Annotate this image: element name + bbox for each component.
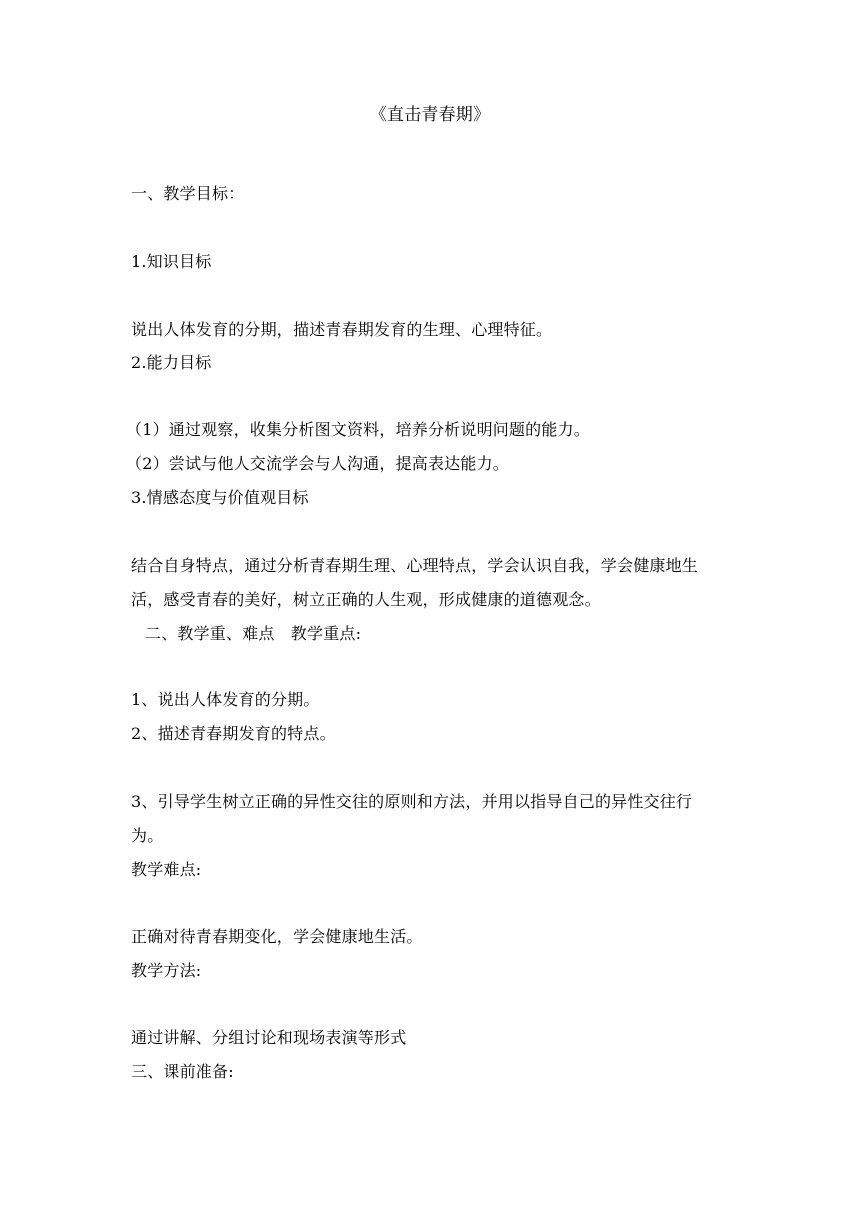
paragraph-difficulty: 正确对待青春期变化，学会健康地生活。 bbox=[131, 927, 423, 946]
ability-item-1: （1）通过观察，收集分析图文资料，培养分析说明问题的能力。 bbox=[126, 420, 590, 439]
section-heading-key-points: 二、教学重、难点 教学重点: bbox=[145, 624, 362, 643]
key-point-3-line-1: 3、引导学生树立正确的异性交往的原则和方法，并用以指导自己的异性交往行 bbox=[131, 792, 693, 811]
subheading-difficulty: 教学难点: bbox=[131, 860, 202, 879]
subheading-attitude: 3.情感态度与价值观目标 bbox=[131, 488, 309, 507]
paragraph-knowledge: 说出人体发育的分期，描述青春期发育的生理、心理特征。 bbox=[131, 320, 553, 339]
subheading-knowledge: 1.知识目标 bbox=[131, 252, 212, 271]
section-heading-objectives: 一、教学目标： bbox=[131, 184, 245, 203]
subheading-ability: 2.能力目标 bbox=[131, 353, 212, 372]
paragraph-method: 通过讲解、分组讨论和现场表演等形式 bbox=[131, 1028, 407, 1047]
document-title: 《直击青春期》 bbox=[369, 105, 491, 125]
ability-item-2: （2）尝试与他人交流学会与人沟通，提高表达能力。 bbox=[126, 454, 509, 473]
section-heading-preparation: 三、课前准备: bbox=[131, 1062, 234, 1081]
paragraph-attitude-line-2: 活，感受青春的美好，树立正确的人生观，形成健康的道德观念。 bbox=[131, 590, 601, 609]
key-point-2: 2、描述青春期发育的特点。 bbox=[131, 724, 336, 743]
paragraph-attitude-line-1: 结合自身特点，通过分析青春期生理、心理特点，学会认识自我，学会健康地生 bbox=[131, 556, 699, 575]
subheading-method: 教学方法: bbox=[131, 961, 202, 980]
key-point-1: 1、说出人体发育的分期。 bbox=[131, 690, 320, 709]
key-point-3-line-2: 为。 bbox=[131, 826, 164, 845]
